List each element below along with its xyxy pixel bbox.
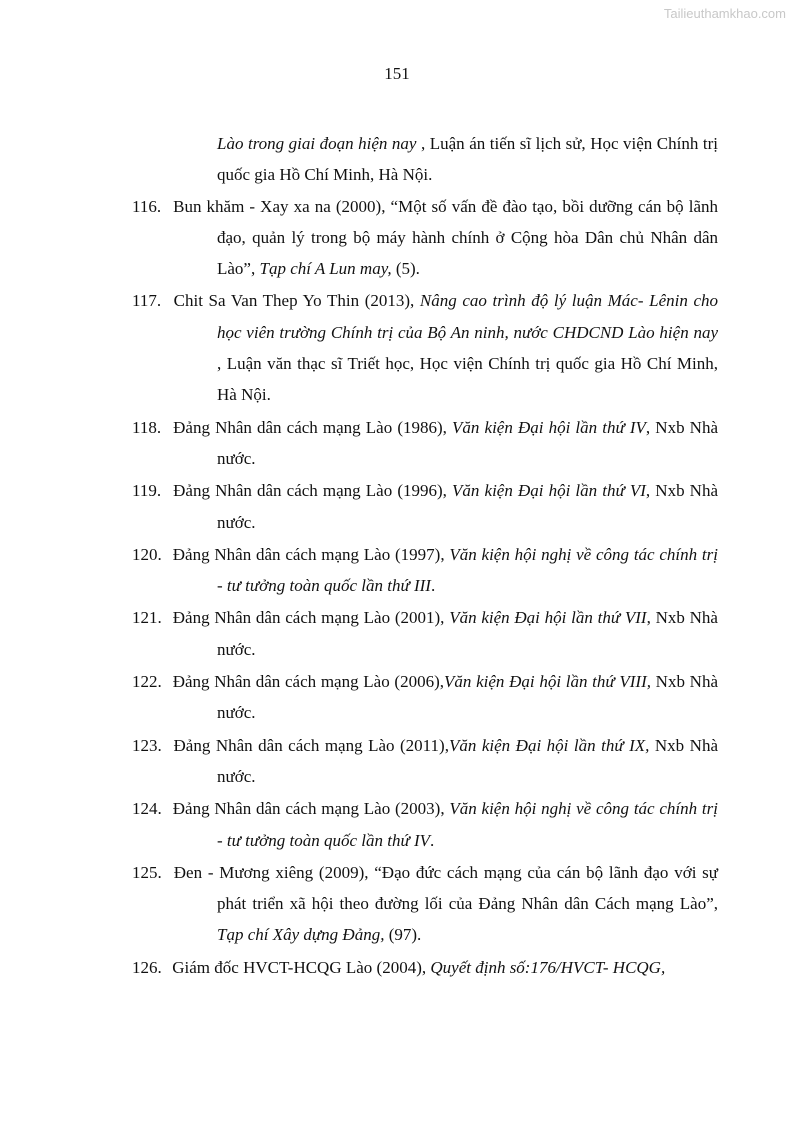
reference-list bbox=[132, 128, 718, 983]
reference-entry bbox=[132, 475, 718, 538]
reference-number: 125. bbox=[132, 862, 162, 882]
reference-author: Đảng Nhân dân cách mạng Lào (1986), bbox=[173, 417, 453, 437]
reference-author: Đảng Nhân dân cách mạng Lào (1997), bbox=[172, 544, 450, 564]
reference-title: Văn kiện Đại hội lần thứ IV bbox=[452, 417, 646, 437]
reference-author: Đảng Nhân dân cách mạng Lào (1996), bbox=[173, 481, 453, 501]
reference-tail: Nxb Nhà nước. bbox=[217, 735, 719, 786]
reference-number: 123. bbox=[132, 735, 162, 755]
reference-title: Lào trong giai đoạn hiện nay bbox=[217, 134, 417, 153]
reference-tail: . bbox=[430, 576, 436, 596]
reference-title: Tạp chí A Lun may, bbox=[259, 259, 392, 279]
reference-title: Văn kiện Đại hội lần thứ VI bbox=[452, 481, 646, 501]
watermark: Tailieuthamkhao.com bbox=[663, 6, 786, 21]
reference-entry bbox=[132, 952, 718, 983]
reference-items bbox=[132, 191, 718, 983]
reference-title: Văn kiện hội nghị về công tác chính trị - tư tưởng toàn quốc lần thứ IV bbox=[217, 799, 718, 850]
reference-entry bbox=[132, 857, 718, 951]
reference-number: 117. bbox=[132, 291, 162, 311]
reference-entry bbox=[132, 666, 718, 729]
reference-tail: . bbox=[430, 830, 435, 850]
reference-tail: , Luận án tiến sĩ lịch sử, Học viện Chính trị quốc gia Hồ Chí Minh, Hà Nội. bbox=[217, 134, 718, 185]
reference-number: 124. bbox=[132, 799, 162, 819]
reference-author: Giám đốc HVCT-HCQG Lào (2004), bbox=[172, 957, 431, 977]
reference-title: Nâng cao trình độ lý luận Mác- Lênin cho học viên trường Chính trị của Bộ An ninh, nước CHDCND Lào hiện nay bbox=[217, 291, 719, 342]
page-number: 151 bbox=[384, 64, 410, 83]
reference-title: Tạp chí Xây dựng Đảng, bbox=[217, 925, 385, 945]
reference-author: Đen - Mương xiêng (2009), “Đạo đức cách mạng của cán bộ lãnh đạo với sự phát triển xã hội theo đường lối của Đảng Nhân dân Cách mạng Lào”, bbox=[173, 862, 719, 914]
reference-number: 116. bbox=[132, 196, 162, 216]
reference-number: 126. bbox=[132, 957, 162, 977]
reference-author: Đảng Nhân dân cách mạng Lào (2006), bbox=[172, 672, 445, 692]
reference-tail: (97). bbox=[384, 925, 422, 945]
reference-entry bbox=[132, 285, 718, 410]
reference-number: 121. bbox=[132, 608, 162, 628]
reference-number: 122. bbox=[132, 672, 162, 692]
reference-number: 119. bbox=[132, 481, 162, 501]
reference-entry bbox=[132, 793, 718, 856]
reference-entry bbox=[132, 412, 718, 475]
reference-author: Đảng Nhân dân cách mạng Lào (2003), bbox=[172, 799, 450, 819]
reference-title: Văn kiện Đại hội lần thứ VII bbox=[449, 608, 647, 628]
reference-number: 120. bbox=[132, 544, 162, 564]
reference-tail: (5). bbox=[391, 259, 420, 279]
reference-author: Đảng Nhân dân cách mạng Lào (2011), bbox=[173, 735, 449, 755]
reference-tail: , Nxb Nhà nước. bbox=[217, 481, 719, 532]
reference-title: Văn kiện Đại hội lần thứ IX, bbox=[448, 735, 650, 755]
reference-author: Bun khăm - Xay xa na (2000), “Một số vấn đề đào tạo, bồi dưỡng cán bộ lãnh đạo, quản lý trong bộ máy hành chính ở Cộng hòa Dân chủ Nhân dân Lào”, bbox=[173, 196, 719, 279]
reference-entry bbox=[132, 539, 718, 602]
reference-number: 118. bbox=[132, 417, 162, 437]
reference-title: Văn kiện hội nghị về công tác chính trị - tư tưởng toàn quốc lần thứ III bbox=[217, 544, 718, 596]
reference-title: Quyết định số:176/HVCT- HCQG, bbox=[430, 957, 666, 977]
reference-tail: , Nxb Nhà nước. bbox=[217, 608, 718, 659]
reference-entry bbox=[132, 602, 718, 665]
reference-entry bbox=[132, 730, 718, 793]
reference-continuation bbox=[132, 128, 718, 191]
reference-entry bbox=[132, 191, 718, 285]
reference-title: Văn kiện Đại hội lần thứ VIII, bbox=[444, 672, 651, 692]
reference-tail: Nxb Nhà nước. bbox=[217, 672, 718, 723]
reference-tail: , Luận văn thạc sĩ Triết học, Học viện Chính trị quốc gia Hồ Chí Minh, Hà Nội. bbox=[217, 354, 718, 405]
reference-tail: , Nxb Nhà nước. bbox=[217, 417, 719, 468]
reference-author: Đảng Nhân dân cách mạng Lào (2001), bbox=[172, 608, 450, 628]
reference-author: Chit Sa Van Thep Yo Thin (2013), bbox=[173, 291, 420, 311]
